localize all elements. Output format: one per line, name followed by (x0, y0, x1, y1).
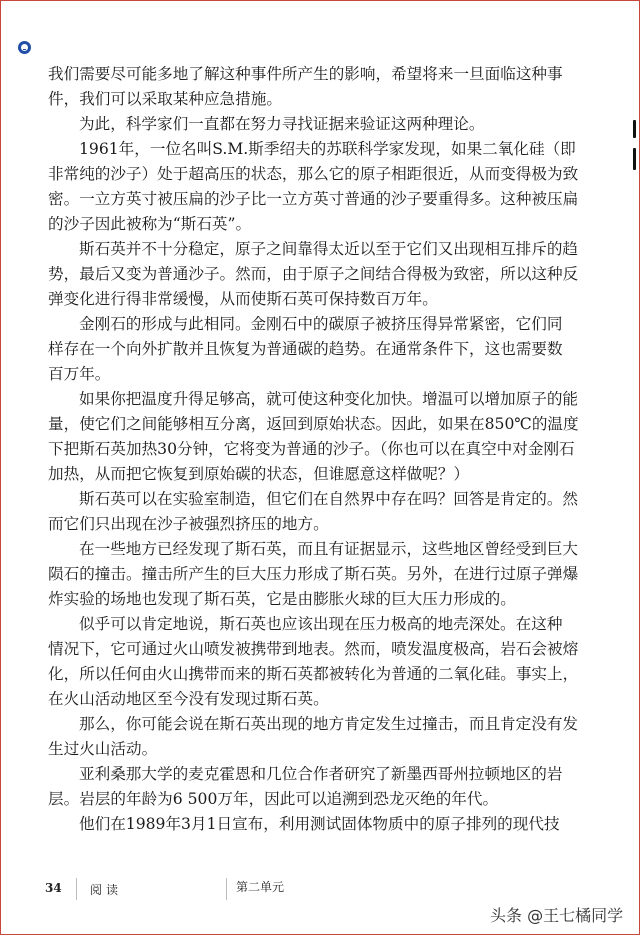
text-line: 密。一立方英寸被压扁的沙子比一立方英寸普通的沙子要重得多。这种被压扁 (48, 190, 579, 208)
text-line: 似乎可以肯定地说，斯石英也应该出现在压力极高的地壳深处。在这种 (79, 615, 563, 633)
text-line: 陨石的撞击。撞击所产生的巨大压力形成了斯石英。另外，在进行过原子弹爆 (48, 565, 579, 583)
section-label: 阅读 (90, 883, 123, 897)
page-body-text (48, 62, 579, 837)
text-line: 我们需要尽可能多地了解这种事件所产生的影响，希望将来一旦面临这种事 (48, 65, 563, 83)
smiley-icon (18, 41, 31, 54)
text-line: 1961年，一位名叫S.M.斯季绍夫的苏联科学家发现，如果二氧化硅（即 (79, 140, 576, 158)
watermark: 头条 @王七橘同学 (490, 906, 624, 925)
text-line: 炸实验的场地也发现了斯石英，它是由膨胀火球的巨大压力形成的。 (48, 590, 516, 608)
text-line: 弹变化进行得非常缓慢，从而使斯石英可保持数百万年。 (48, 290, 438, 308)
text-line: 化，所以任何由火山携带而来的斯石英都被转化为普通的二氧化硅。事实上， (48, 665, 579, 683)
text-line: 斯石英并不十分稳定，原子之间靠得太近以至于它们又出现相互排斥的趋 (79, 240, 579, 258)
page-edge-mark (633, 120, 636, 138)
footer-divider (76, 878, 77, 900)
text-line: 而它们只出现在沙子被强烈挤压的地方。 (48, 515, 329, 533)
text-line: 那么，你可能会说在斯石英出现的地方肯定发生过撞击，而且肯定没有发 (79, 715, 579, 733)
text-line: 生过火山活动。 (48, 740, 158, 758)
text-line: 亚利桑那大学的麦克霍恩和几位合作者研究了新墨西哥州拉顿地区的岩 (79, 765, 563, 783)
unit-label: 第二单元 (236, 880, 285, 894)
page-edge-mark (633, 148, 636, 170)
text-line: 件，我们可以采取某种应急措施。 (48, 90, 282, 108)
text-line: 金刚石的形成与此相同。金刚石中的碳原子被挤压得异常紧密，它们同 (79, 315, 563, 333)
text-line: 在火山活动地区至今没有发现过斯石英。 (48, 690, 329, 708)
text-line: 斯石英可以在实验室制造，但它们在自然界中存在吗？回答是肯定的。然 (79, 490, 579, 508)
text-line: 百万年。 (48, 365, 111, 383)
text-line: 层。岩层的年龄为6 500万年，因此可以追溯到恐龙灭绝的年代。 (48, 790, 499, 808)
text-line: 势，最后又变为普通沙子。然而，由于原子之间结合得极为致密，所以这种反 (48, 265, 579, 283)
text-line: 他们在1989年3月1日宣布，利用测试固体物质中的原子排列的现代技 (79, 815, 560, 833)
text-line: 非常纯的沙子）处于超高压的状态，那么它的原子相距很近，从而变得极为致 (48, 165, 579, 183)
text-line: 如果你把温度升得足够高，就可使这种变化加快。增温可以增加原子的能 (79, 390, 579, 408)
text-line: 样存在一个向外扩散并且恢复为普通碳的趋势。在通常条件下，这也需要数 (48, 340, 563, 358)
page-footer (0, 878, 640, 902)
footer-divider (226, 878, 227, 900)
text-line: 量，使它们之间能够相互分离，返回到原始状态。因此，如果在850℃的温度 (48, 415, 579, 433)
text-line: 加热，从而把它恢复到原始碳的状态，但谁愿意这样做呢？） (48, 465, 470, 483)
text-line: 下把斯石英加热30分钟，它将变为普通的沙子。（你也可以在真空中对金刚石 (48, 440, 575, 458)
text-line: 为此，科学家们一直都在努力寻找证据来验证这两种理论。 (79, 115, 485, 133)
page-number: 34 (45, 881, 62, 895)
text-line: 在一些地方已经发现了斯石英，而且有证据显示，这些地区曾经受到巨大 (79, 540, 579, 558)
text-line: 的沙子因此被称为“斯石英”。 (48, 215, 252, 233)
text-line: 情况下，它可通过火山喷发被携带到地表。然而，喷发温度极高，岩石会被熔 (48, 640, 579, 658)
